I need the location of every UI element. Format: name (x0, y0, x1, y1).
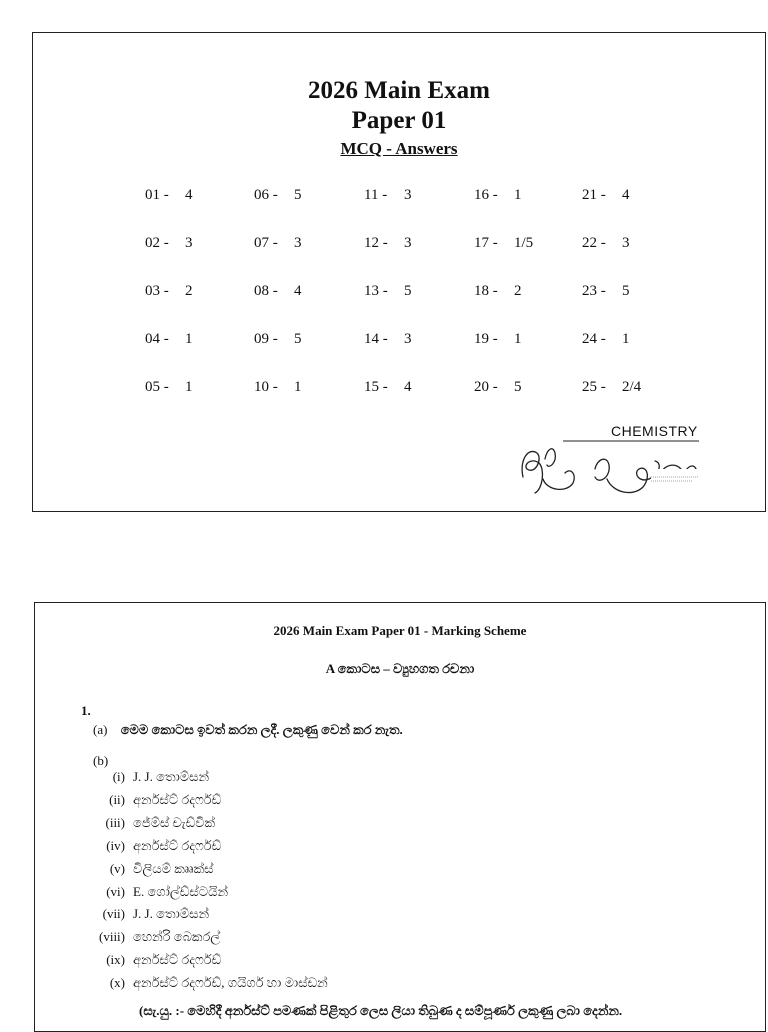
answer-item (582, 187, 630, 204)
marking-scheme-title: 2026 Main Exam Paper 01 - Marking Scheme (273, 623, 527, 638)
subtitle: MCQ - Answers (340, 139, 458, 158)
part-b-label: (b) (93, 753, 109, 768)
answer-value: 1 (294, 379, 302, 395)
list-item (91, 769, 209, 785)
list-item (91, 815, 215, 831)
chemistry-logo (483, 419, 723, 499)
question-number: 1. (81, 703, 91, 718)
question-number: 14 - (364, 331, 388, 347)
item-text: අර්නස්ට් රදර්ෆඩ් (133, 837, 222, 853)
answer-value: 4 (294, 283, 302, 299)
answer-item (145, 283, 193, 300)
answer-value: 4 (622, 187, 630, 203)
item-numeral: (iv) (106, 837, 125, 853)
answer-item (145, 379, 193, 396)
question-number: 04 - (145, 331, 169, 347)
item-numeral: (vii) (102, 906, 125, 922)
answer-value: 4 (185, 187, 193, 203)
answer-item (254, 379, 302, 396)
answer-value: 4 (404, 379, 412, 395)
paper-title: Paper 01 (351, 107, 447, 134)
part-a-text: මෙම කොටස ඉවත් කරන ලදී. ලකුණු වෙන් කර නැත. (120, 722, 403, 737)
list-item (91, 884, 228, 900)
item-numeral: (ix) (106, 952, 125, 968)
question-number: 15 - (364, 379, 388, 395)
item-numeral: (vi) (106, 883, 125, 899)
answer-item (474, 283, 522, 300)
question-number: 06 - (254, 187, 278, 203)
part-a-label: (a) (93, 722, 108, 737)
answer-item (474, 331, 522, 348)
answer-item (254, 283, 302, 300)
question-number: 11 - (364, 187, 388, 203)
list-item (91, 792, 221, 808)
question-number: 02 - (145, 235, 169, 251)
answer-item (474, 187, 522, 204)
section-heading: A කොටස – ව්‍යුහගත රචනා (325, 661, 475, 676)
item-text: අර්නස්ට් රදර්ෆඩ් (133, 791, 222, 807)
item-text: අර්නස්ට් රදර්ෆඩ් (133, 952, 222, 968)
list-item (91, 929, 220, 945)
answer-value: 5 (294, 331, 302, 347)
question-number: 25 - (582, 379, 606, 395)
list-item (91, 861, 214, 877)
answer-value: 3 (294, 235, 302, 251)
answer-value: 1 (514, 331, 522, 347)
question-number: 13 - (364, 283, 388, 299)
answer-item (582, 235, 630, 252)
item-numeral: (i) (112, 769, 125, 784)
answer-value: 1/5 (514, 235, 534, 251)
question-number: 18 - (474, 283, 498, 299)
page-title: 2026 Main Exam (308, 77, 490, 104)
answer-value: 1 (185, 331, 193, 347)
question-number: 08 - (254, 283, 278, 299)
item-text: විලියම් කෲක්ස් (133, 860, 214, 876)
answer-value: 3 (404, 331, 412, 347)
item-text: අර්නස්ට් රදර්ෆඩ්, ගයිගර් හා මාස්ඩන් (133, 975, 328, 991)
answer-item (254, 187, 302, 204)
question-number: 17 - (474, 235, 498, 251)
answer-value: 3 (404, 235, 412, 251)
answer-value: 3 (185, 235, 193, 251)
mcq-answers-page (32, 32, 766, 512)
question-number: 23 - (582, 283, 606, 299)
answer-item (254, 235, 302, 252)
answer-value: 1 (514, 187, 522, 203)
list-item (91, 906, 209, 922)
item-text: J. J. තොම්සන් (133, 769, 210, 784)
answer-item (582, 379, 641, 396)
answer-item (364, 331, 412, 348)
answer-value: 2/4 (622, 379, 642, 395)
question-number: 21 - (582, 187, 606, 203)
item-numeral: (iii) (105, 814, 125, 830)
answer-item (364, 283, 412, 300)
item-text: J. J. තොම්සන් (133, 906, 210, 922)
list-item (91, 838, 221, 854)
item-numeral: (v) (109, 860, 125, 876)
question-number: 09 - (254, 331, 278, 347)
item-numeral: (viii) (99, 929, 125, 945)
answer-item (364, 187, 412, 204)
question-number: 10 - (254, 379, 278, 395)
answer-value: 5 (622, 283, 630, 299)
answer-value: 3 (404, 187, 412, 203)
answer-value: 1 (185, 379, 193, 395)
answer-value: 1 (622, 331, 630, 347)
question-number: 19 - (474, 331, 498, 347)
answer-item (364, 379, 412, 396)
answer-item (474, 379, 522, 396)
item-numeral: (x) (109, 975, 125, 991)
answer-item (254, 331, 302, 348)
answer-value: 2 (514, 283, 522, 299)
answer-value: 3 (622, 235, 630, 251)
answer-value: 5 (514, 379, 522, 395)
answer-item (145, 235, 193, 252)
question-number: 03 - (145, 283, 169, 299)
item-text: E. ගෝල්ඩ්ස්ටයින් (133, 883, 229, 899)
question-number: 24 - (582, 331, 606, 347)
item-numeral: (ii) (109, 791, 125, 807)
answer-value: 2 (185, 283, 193, 299)
question-number: 22 - (582, 235, 606, 251)
answer-item (364, 235, 412, 252)
answer-item (145, 331, 193, 348)
logo-text: CHEMISTRY (611, 423, 698, 439)
question-number: 12 - (364, 235, 388, 251)
question-number: 07 - (254, 235, 278, 251)
answer-value: 5 (294, 187, 302, 203)
item-text: හෙන්රි බෙකරල් (133, 929, 221, 945)
question-number: 20 - (474, 379, 498, 395)
part-a (93, 722, 403, 738)
item-text: ජේම්ස් චැඩ්වික් (133, 814, 216, 830)
question-number: 16 - (474, 187, 498, 203)
answer-item (582, 283, 630, 300)
answer-value: 5 (404, 283, 412, 299)
answer-item (582, 331, 630, 348)
answer-item (145, 187, 193, 204)
question-number: 05 - (145, 379, 169, 395)
answer-item (474, 235, 533, 252)
list-item (91, 952, 221, 968)
marking-scheme-page (34, 602, 766, 1032)
note: (සැ.යු. :- මෙහිදී අර්නස්ට් පමණක් පිළිතුර ලෙස ලියා තිබුණ ද සම්පූර්ණ ලකුණු ලබා දෙන්න. (139, 1003, 623, 1018)
question-number: 01 - (145, 187, 169, 203)
list-item (91, 975, 328, 991)
